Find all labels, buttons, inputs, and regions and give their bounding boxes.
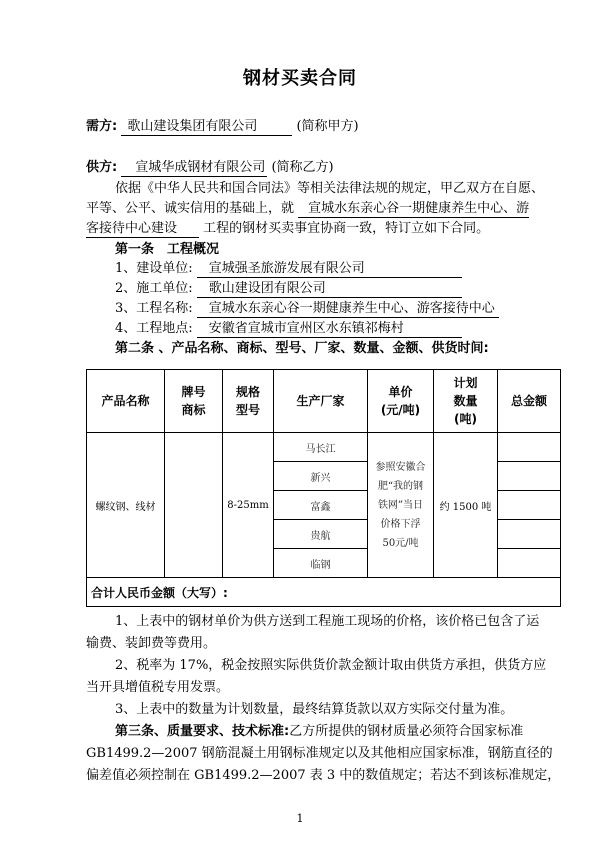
article-1-heading: 第一条 工程概况 <box>115 242 220 257</box>
buyer-label: 需方: <box>86 119 118 134</box>
price-note-line: 肥“我的钢 <box>377 480 424 492</box>
brand-cell <box>165 433 223 578</box>
article-3-line-3: 偏差值必须控制在 GB1499.2—2007 表 3 中的数值规定；若达不到该标准规定， <box>86 768 561 783</box>
project-name-part-1: 宣城水东亲心谷一期健康养生中心、游 <box>298 200 529 218</box>
document-title: 钢材买卖合同 <box>243 68 357 89</box>
note-1-line-1: 1、上表中的钢材单价为供方送到工程施工现场的价格，该价格已包含了运 <box>115 614 540 629</box>
header-qty-line-3: (吨) <box>454 412 477 426</box>
header-product: 产品名称 <box>87 370 165 433</box>
item-label: 2、施工单位: <box>115 281 193 296</box>
seller-name: 宣城华成钢材有限公司 <box>121 159 267 177</box>
article-1-item <box>115 279 462 299</box>
preamble-line-2 <box>86 199 529 219</box>
header-brand <box>165 370 223 433</box>
article-1-item <box>115 299 499 319</box>
article-3-text: 乙方所提供的钢材质量必须符合国家标准 <box>289 724 524 739</box>
buyer-line <box>86 117 359 137</box>
item-value: 安徽省宣城市宣州区水东镇祁梅村 <box>197 320 462 338</box>
seller-label: 供方: <box>86 160 118 175</box>
table-total-row <box>87 578 561 607</box>
header-quantity <box>434 370 498 433</box>
preamble-line-1: 依据《中华人民共和国合同法》等相关法律法规的规定，甲乙双方在自愿、 <box>115 181 545 196</box>
article-3-line-1 <box>115 722 523 742</box>
item-label: 3、工程名称: <box>115 301 193 316</box>
total-cell <box>498 549 561 578</box>
spec-cell: 8-25mm <box>223 433 274 578</box>
header-price-line-1: 单价 <box>388 385 413 399</box>
header-spec <box>223 370 274 433</box>
total-cell <box>498 520 561 549</box>
header-brand-line-2: 商标 <box>181 403 206 417</box>
preamble-line-2-text: 平等、公平、诚实信用的基础上，就 <box>86 201 295 216</box>
seller-alias: (简称乙方) <box>271 160 334 175</box>
manufacturer-cell: 临钢 <box>274 549 368 578</box>
goods-table <box>86 369 561 607</box>
manufacturer-cell: 马长江 <box>274 433 368 462</box>
item-value: 歌山建设团有限公司 <box>197 280 462 298</box>
price-note-line: 铁网”当日 <box>377 499 424 511</box>
preamble-line-3 <box>86 219 489 239</box>
header-brand-line-1: 牌号 <box>181 385 206 399</box>
header-price-line-2: (元/吨) <box>380 403 421 417</box>
header-unit-price <box>368 370 434 433</box>
note-2-line-2: 当开具增值税专用发票。 <box>86 680 230 695</box>
manufacturer-cell: 新兴 <box>274 462 368 491</box>
table-row <box>87 433 561 462</box>
header-spec-line-1: 规格 <box>235 385 260 399</box>
article-1-item <box>115 259 462 279</box>
product-cell: 螺纹钢、线材 <box>87 433 165 578</box>
header-total: 总金额 <box>498 370 561 433</box>
page-number: 1 <box>296 812 304 825</box>
note-2-line-1: 2、税率为 17%，税金按照实际供货价款金额计取由供货方承担，供货方应 <box>115 658 547 673</box>
total-cell <box>498 491 561 520</box>
total-cell <box>498 462 561 491</box>
buyer-name: 歌山建设集团有限公司 <box>121 118 292 136</box>
quantity-cell: 约 1500 吨 <box>434 433 498 578</box>
article-3-heading: 第三条、质量要求、技术标准: <box>115 724 290 739</box>
item-value: 宣城强圣旅游发展有限公司 <box>197 260 462 278</box>
table-header-row <box>87 370 561 433</box>
price-note-line: 参照安徽合 <box>375 461 426 473</box>
price-note-cell <box>368 433 434 578</box>
header-manufacturer: 生产厂家 <box>274 370 368 433</box>
project-name-part-2: 客接待中心建设 <box>86 220 199 238</box>
preamble-line-3-text: 工程的钢材买卖事宜协商一致，特订立如下合同。 <box>203 221 490 236</box>
price-note-line: 价格下浮 <box>380 518 421 530</box>
item-label: 1、建设单位: <box>115 261 193 276</box>
note-1-line-2: 输费、装卸费等费用。 <box>86 636 217 651</box>
note-3: 3、上表中的数量为计划数量，最终结算货款以双方实际交付量为准。 <box>115 702 514 717</box>
total-cell <box>498 433 561 462</box>
manufacturer-cell: 富鑫 <box>274 491 368 520</box>
buyer-alias: (简称甲方) <box>296 119 359 134</box>
header-qty-line-1: 计划 <box>453 376 478 390</box>
manufacturer-cell: 贵航 <box>274 520 368 549</box>
item-label: 4、工程地点: <box>115 321 193 336</box>
header-qty-line-2: 数量 <box>453 394 478 408</box>
total-amount-label: 合计人民币金额（大写）: <box>87 578 561 607</box>
price-note-line: 50元/吨 <box>382 537 419 549</box>
article-3-line-2: GB1499.2—2007 钢筋混凝土用钢标准规定以及其他相应国家标准，钢筋直径的 <box>86 746 553 761</box>
article-2-heading: 第二条 、产品名称、商标、型号、厂家、数量、金额、供货时间: <box>115 341 489 356</box>
item-value: 宣城水东亲心谷一期健康养生中心、游客接待中心 <box>197 300 499 318</box>
seller-line <box>86 158 334 178</box>
header-spec-line-2: 型号 <box>235 403 260 417</box>
article-1-item <box>115 319 462 339</box>
